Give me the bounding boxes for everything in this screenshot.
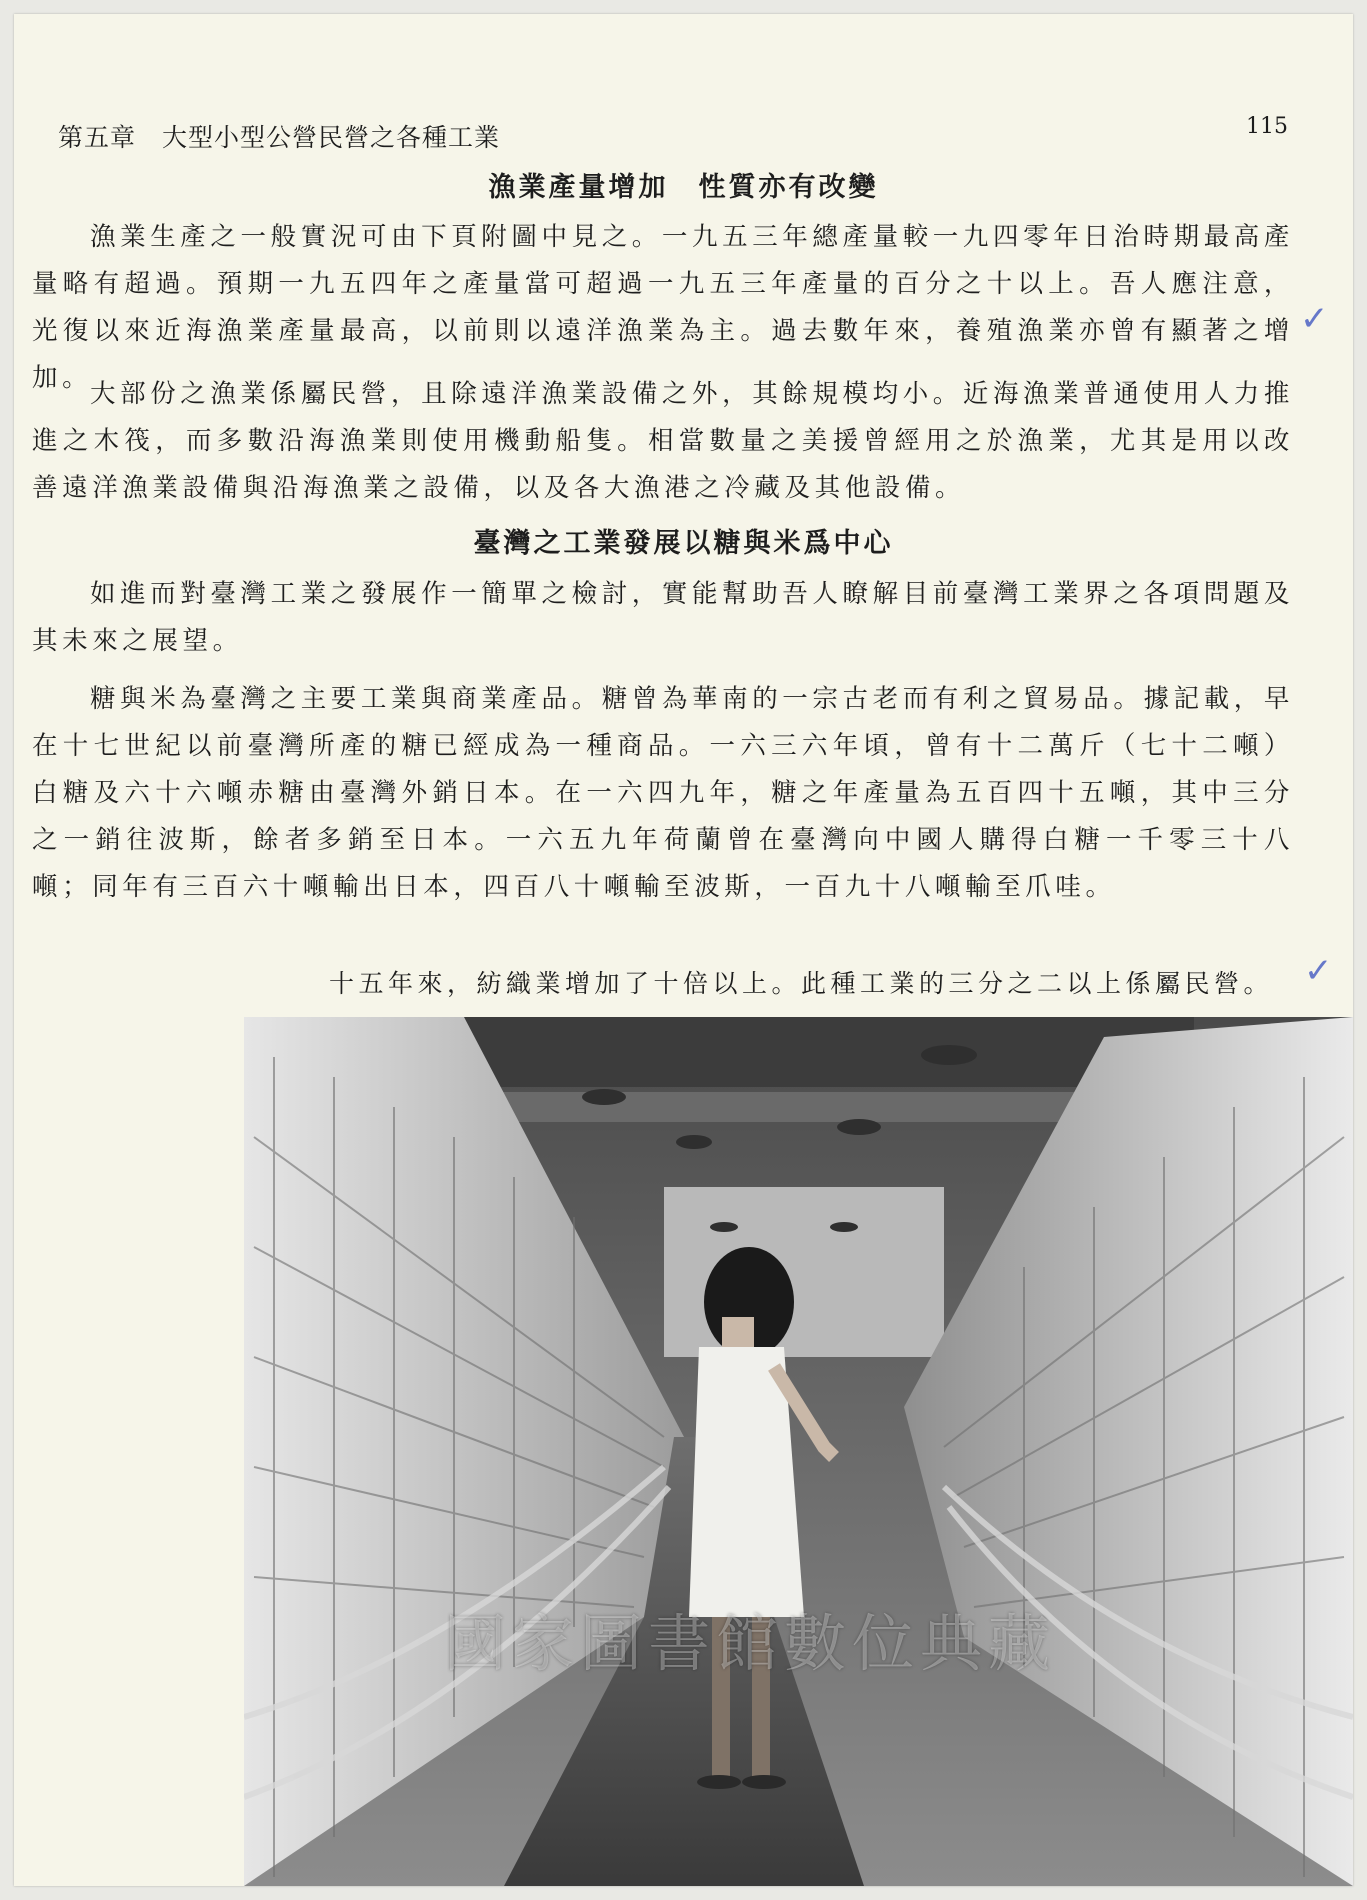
library-watermark: 國家圖書館數位典藏 (444, 1607, 1057, 1680)
paragraph-fishery-private: 大部份之漁業係屬民營，且除遠洋漁業設備之外，其餘規模均小。近海漁業普通使用人力推進之木筏，而多數沿海漁業則使用機動船隻。相當數量之美援曾經用之於漁業，尤其是用以改善遠洋漁業設備與沿海漁業之設備，以及各大漁港之冷藏及其他設備。 (32, 379, 1295, 503)
paragraph-sugar-rice: 糖與米為臺灣之主要工業與商業產品。糖曾為華南的一宗古老而有利之貿易品。據記載，早在十七世紀以前臺灣所產的糖已經成為一種商品。一六三六年頃，曾有十二萬斤（七十二噸）白糖及六十六噸赤糖由臺灣外銷日本。在一六四九年，糖之年產量為五百四十五噸，其中三分之一銷往波斯，餘者多銷至日本。一六五九年荷蘭曾在臺灣向中國人購得白糖一千零三十八噸；同年有三百六十噸輸出日本，四百八十噸輸至波斯，一百九十八噸輸至爪哇。 (32, 684, 1295, 902)
document-page (14, 14, 1353, 1886)
running-head (58, 114, 1288, 152)
page-number: 115 (1246, 114, 1288, 139)
chapter-title: 第五章 大型小型公營民營之各種工業 (58, 123, 501, 152)
paragraph-industry-review: 如進而對臺灣工業之發展作一簡單之檢討，實能幫助吾人瞭解目前臺灣工業界之各項問題及其未來之展望。 (32, 579, 1295, 656)
textile-mill-photo (244, 1017, 1353, 1886)
check-mark-annotation: ✓ (1300, 299, 1329, 339)
section-heading-fishery: 漁業產量增加 性質亦有改變 (488, 172, 879, 203)
section-heading-industry: 臺灣之工業發展以糖與米爲中心 (473, 528, 894, 559)
photo-illustration (244, 1017, 1353, 1886)
photo-caption: 十五年來，紡織業增加了十倍以上。此種工業的三分之二以上係屬民營。 (328, 969, 1273, 998)
check-mark-annotation: ✓ (1304, 951, 1333, 991)
paragraph-fishery-output: 漁業生產之一般實況可由下頁附圖中見之。一九五三年總產量較一九四零年日治時期最高產量略有超過。預期一九五四年之產量當可超過一九五三年產量的百分之十以上。吾人應注意，光復以來近海漁業產量最高，以前則以遠洋漁業為主。過去數年來，養殖漁業亦曾有顯著之增加。 (32, 222, 1295, 393)
